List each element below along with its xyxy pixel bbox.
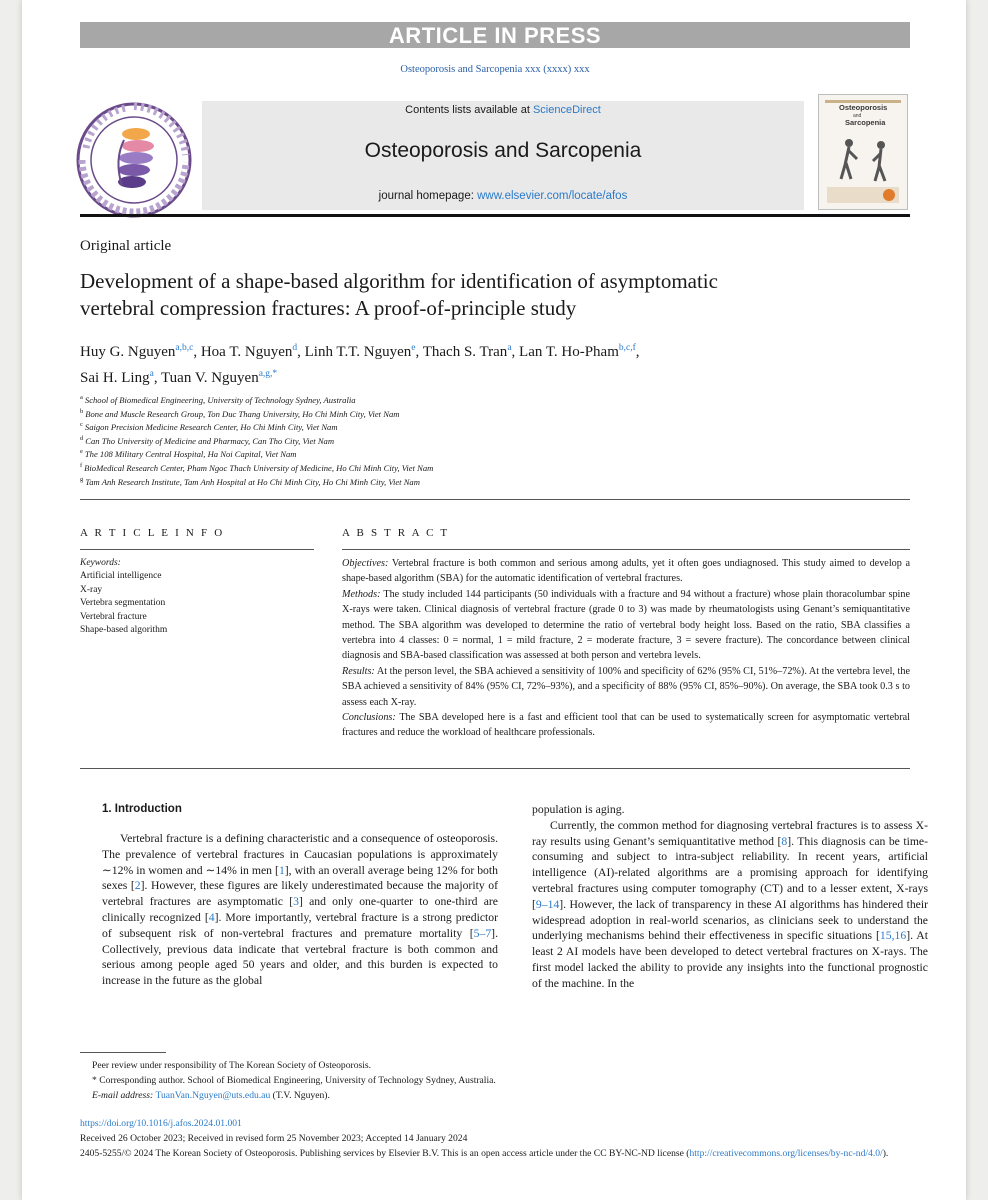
author[interactable]: Linh T.T. Nguyen$^e$	[304, 343, 416, 360]
body-text: Vertebral fracture is a defining characteristic and a consequence of osteoporosis. The prevalence of vertebral fractures in Caucasian populations is approximately ∼12% in women and ∼14% in men [	[102, 832, 498, 877]
citation-link[interactable]: 3	[293, 895, 299, 909]
license-link[interactable]: http://creativecommons.org/licenses/by-nc-nd/4.0/	[689, 1148, 883, 1159]
abstract-objectives: Objectives: Vertebral fracture is both common and serious among adults, yet it often goes undiagnosed. This study aimed to develop a shape-based algorithm (SBA) for the automatic identification of vertebral fractures.	[342, 558, 910, 585]
email-link[interactable]: TuanVan.Nguyen@uts.edu.au	[155, 1090, 271, 1101]
article-page	[22, 0, 966, 1200]
body-text: ]. However, the lack of transparency in these AI algorithms has hindered their widespread adoption in real-world scenarios, as clinicians seek to understand the underlying mechanisms behind their effectiveness in specific situations [	[532, 897, 928, 943]
author-affiliation-marker: d	[292, 343, 298, 353]
intro-right-column	[532, 802, 928, 992]
journal-title: Osteoporosis and Sarcopenia	[364, 139, 642, 162]
author-affiliation-marker: b,c,f	[618, 343, 636, 353]
homepage-link[interactable]: www.elsevier.com/locate/afos	[477, 190, 628, 202]
intro-paragraph-2	[532, 818, 928, 992]
body-text: ]. At least 2 AI models have been developed to detect vertebral fractures on X-rays. The first model lacked the ability to provide any insights into the functional prognostic of the machine. In the	[532, 929, 928, 990]
license-statement: 2405-5255/© 2024 The Korean Society of Osteoporosis. Publishing services by Elsevier B.V. This is an open access article under the CC BY-NC-ND license (http://creativecommons.org/licenses/by-nc-nd/4.0/).	[80, 1148, 889, 1159]
article-title-line1: Development of a shape-based algorithm for identification of asymptomatic	[80, 269, 718, 293]
abstract-end-divider	[80, 768, 910, 769]
introduction-heading: 1. Introduction	[102, 803, 182, 815]
keyword-item: Vertebral fracture	[80, 611, 147, 622]
affiliation-item: $^a$ School of Biomedical Engineering, University of Technology Sydney, Australia	[80, 394, 356, 405]
body-text: ]. More importantly, vertebral fracture is a strong predictor of subsequent risk of non-vertebral fractures and premature mortality [	[102, 910, 498, 940]
author[interactable]: Huy G. Nguyen$^{a,b,c}$	[80, 343, 194, 360]
author-affiliation-marker: e	[411, 343, 416, 353]
intro-paragraph-1	[102, 831, 498, 989]
publication-info	[80, 1116, 910, 1161]
affiliations	[80, 391, 900, 486]
abstract-results: Results: At the person level, the SBA achieved a sensitivity of 100% and specificity of 62% (95% CI, 51%–72%). At the vertebra level, the SBA achieved a sensitivity of 84% (95% CI, 72%–93%), and a specificity of 88% (95% CI, 85%–90%). On average, the SBA took 0.3 s to assess each X-ray.	[342, 665, 910, 708]
citation-link[interactable]: 1	[278, 863, 285, 877]
affiliation-item: $^g$ Tam Anh Research Institute, Tam Anh Hospital at Ho Chi Minh City, Ho Chi Minh City, Viet Nam	[80, 475, 420, 487]
affiliations-divider	[80, 499, 910, 500]
author-affiliation-marker: a	[507, 343, 512, 353]
affiliation-item: $^f$ BioMedical Research Center, Pham Ngoc Thach University of Medicine, Ho Chi Minh City, Viet Nam	[80, 461, 434, 473]
email-note: E-mail address: TuanVan.Nguyen@uts.edu.au (T.V. Nguyen).	[92, 1090, 330, 1101]
citation-link[interactable]: 9–14	[535, 897, 560, 911]
footnotes	[80, 1058, 910, 1103]
abstract-methods: Methods: The study included 144 participants (50 individuals with a fracture and 94 without a fracture) whose plain thoracolumbar spine X-rays were taken. Clinical diagnosis of vertebral fracture (grade 0 to 3) was made by rheumatologists using Genant’s semiquantitative method. The SBA algorithm was developed to determine the ratio of vertebral body height loss. Based on the ratio, SBA classifies a vertebra into 4 classes: 0 = normal, 1 = mild fracture, 2 = moderate fracture, 3 = severe fracture). The concordance between clinical diagnosis and SBA-based classification was assessed at both person and vertebra levels.	[342, 588, 910, 662]
author-affiliation-marker: a	[149, 369, 154, 379]
author-list: Huy G. Nguyen$^{a,b,c}$, Hoa T. Nguyen$^d$, Linh T.T. Nguyen$^e$, Thach S. Tran$^a$, Lan T. Ho-Pham$^{b,c,f}$, Sai H. Ling$^a$, Tuan V. Nguyen$^{a,g,*}$	[80, 343, 640, 386]
affiliation-item: $^b$ Bone and Muscle Research Group, Ton Duc Thang University, Ho Chi Minh City, Viet Nam	[80, 407, 400, 419]
body-text: Currently, the common method for diagnosing vertebral fractures is to assess X-ray results using Genant’s semiquantitative method [	[532, 818, 928, 848]
received-dates: Received 26 October 2023; Received in revised form 25 November 2023; Accepted 14 January 2024	[80, 1133, 468, 1144]
affiliation-item: $^e$ The 108 Military Central Hospital, Ha Noi Capital, Viet Nam	[80, 448, 297, 460]
keyword-item: Shape-based algorithm	[80, 625, 168, 636]
peer-review-note: Peer review under responsibility of The Korean Society of Osteoporosis.	[92, 1060, 372, 1071]
keyword-item: Artificial intelligence	[80, 571, 162, 582]
cover-title-line2: and	[853, 113, 862, 119]
korean-society-of-osteoporosis-logo	[74, 100, 194, 220]
body-text: ]. This diagnosis can be time-consuming and subject to intra-subject reliability. In recent years, artificial intelligence (AI)-related algorithms are a promising approach for identifying vertebral fractures using computer tomography (CT) and to a lesser extent, X-rays [	[532, 834, 928, 911]
body-text: ] and only one-quarter to one-third are clinically recognized [	[102, 895, 498, 924]
abstract-conclusions: Conclusions: The SBA developed here is a fast and efficient tool that can be used to systematically screen for asymptomatic vertebral fractures and reduce the workload of healthcare professionals.	[342, 712, 910, 739]
doi-link[interactable]: https://doi.org/10.1016/j.afos.2024.01.001	[80, 1118, 242, 1129]
article-type: Original article	[80, 238, 172, 254]
journal-cover-thumbnail[interactable]	[818, 94, 908, 210]
author[interactable]: Sai H. Ling$^a$	[80, 369, 154, 386]
article-title-line2: vertebral compression fractures: A proof-of-principle study	[80, 296, 577, 320]
email-label: E-mail address:	[92, 1090, 154, 1101]
citation-link[interactable]: 4	[208, 910, 215, 924]
contents-prefix: Contents lists available at	[405, 104, 530, 116]
journal-header	[202, 101, 804, 210]
cover-title-line3: Sarcopenia	[845, 118, 886, 127]
journal-citation-line[interactable]: Osteoporosis and Sarcopenia xxx (xxxx) xxx	[400, 64, 590, 75]
body-text: ]. However, these figures are likely underestimated because the majority of vertebral fractures are asymptomatic [	[102, 879, 498, 909]
affiliation-item: $^d$ Can Tho University of Medicine and Pharmacy, Can Tho City, Viet Nam	[80, 434, 335, 446]
abstract-heading: A B S T R A C T	[342, 527, 450, 539]
body-text: ]. Collectively, previous data indicate that vertebral fracture is both common and serious among people aged 50 years and older, and this burden is expected to increase in the future as the global	[102, 926, 498, 988]
cover-title-line1: Osteoporosis	[839, 103, 888, 112]
article-in-press-banner: ARTICLE IN PRESS	[80, 22, 910, 48]
author-affiliation-marker: a,g,*	[258, 369, 278, 379]
author-affiliation-marker: a,b,c	[175, 343, 194, 353]
journal-cover-image	[819, 95, 907, 209]
citation-link[interactable]: 15,16	[879, 929, 907, 943]
corresponding-author-note: * Corresponding author. School of Biomedical Engineering, University of Technology Sydney, Australia.	[92, 1075, 496, 1086]
article-info-heading: A R T I C L E I N F O	[80, 527, 225, 539]
contents-line	[202, 104, 804, 116]
body-text: ], with an overall average being 12% for both sexes [	[102, 863, 498, 893]
affiliation-item: $^c$ Saigon Precision Medicine Research Center, Ho Chi Minh City, Viet Nam	[80, 421, 338, 433]
header-divider	[80, 214, 910, 217]
author[interactable]: Lan T. Ho-Pham$^{b,c,f}$	[519, 343, 636, 360]
intro-left-column	[102, 802, 498, 989]
article-title	[80, 268, 890, 322]
keywords-label: Keywords:	[80, 558, 121, 568]
author[interactable]: Thach S. Tran$^a$	[422, 343, 512, 360]
intro-paragraph-1-end: population is aging.	[532, 803, 625, 816]
homepage-line	[202, 190, 804, 202]
keyword-item: Vertebra segmentation	[80, 598, 166, 609]
citation-link[interactable]: 2	[134, 879, 141, 893]
homepage-prefix: journal homepage:	[378, 190, 474, 202]
abstract-text	[342, 556, 910, 741]
footnote-divider	[80, 1052, 166, 1053]
author[interactable]: Hoa T. Nguyen$^d$	[200, 343, 298, 360]
abstract-divider	[342, 549, 910, 550]
keywords-box	[80, 557, 290, 637]
citation-link[interactable]: 5–7	[473, 926, 492, 940]
keyword-item: X-ray	[80, 584, 103, 595]
article-info-divider	[80, 549, 314, 550]
citation-link[interactable]: 8	[781, 834, 788, 848]
author[interactable]: Tuan V. Nguyen$^{a,g,*}$	[161, 369, 278, 386]
sciencedirect-link[interactable]: ScienceDirect	[532, 104, 601, 116]
